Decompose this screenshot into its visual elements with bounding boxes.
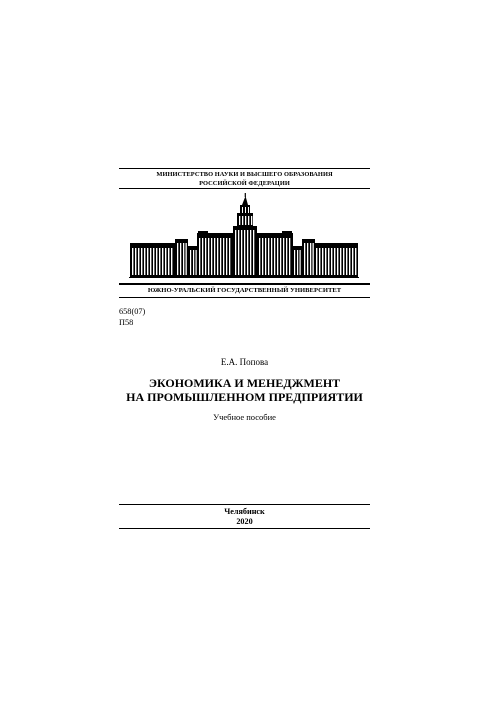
classification-codes [119,307,145,328]
book-title-line-2: НА ПРОМЫШЛЕННОМ ПРЕДПРИЯТИИ [126,389,363,404]
bbk-code: П58 [119,317,134,327]
ministry-line-2: РОССИЙСКОЙ ФЕДЕРАЦИИ [199,179,290,187]
university-rule-bottom [119,297,370,298]
udc-code: 658(07) [119,307,146,316]
ministry-line-1: МИНИСТЕРСТВО НАУКИ И ВЫСШЕГО ОБРАЗОВАНИЯ [156,171,333,178]
ministry-name [119,171,370,188]
university-name: ЮЖНО-УРАЛЬСКИЙ ГОСУДАРСТВЕННЫЙ УНИВЕРСИТЕТ [147,287,342,294]
author-name: Е.А. Попова [220,357,269,367]
imprint [119,507,370,527]
book-title-line-1: ЭКОНОМИКА И МЕНЕДЖМЕНТ [148,376,341,390]
footer-rule-bottom [119,528,370,529]
university-rule-top [119,283,370,285]
book-subtitle: Учебное пособие [213,412,276,422]
university-building-icon [129,193,359,278]
imprint-city: Челябинск [224,507,265,516]
book-title [119,377,370,404]
footer-rule-top [119,504,370,505]
ministry-rule [119,188,370,189]
top-rule [119,168,370,169]
imprint-year: 2020 [236,517,253,526]
